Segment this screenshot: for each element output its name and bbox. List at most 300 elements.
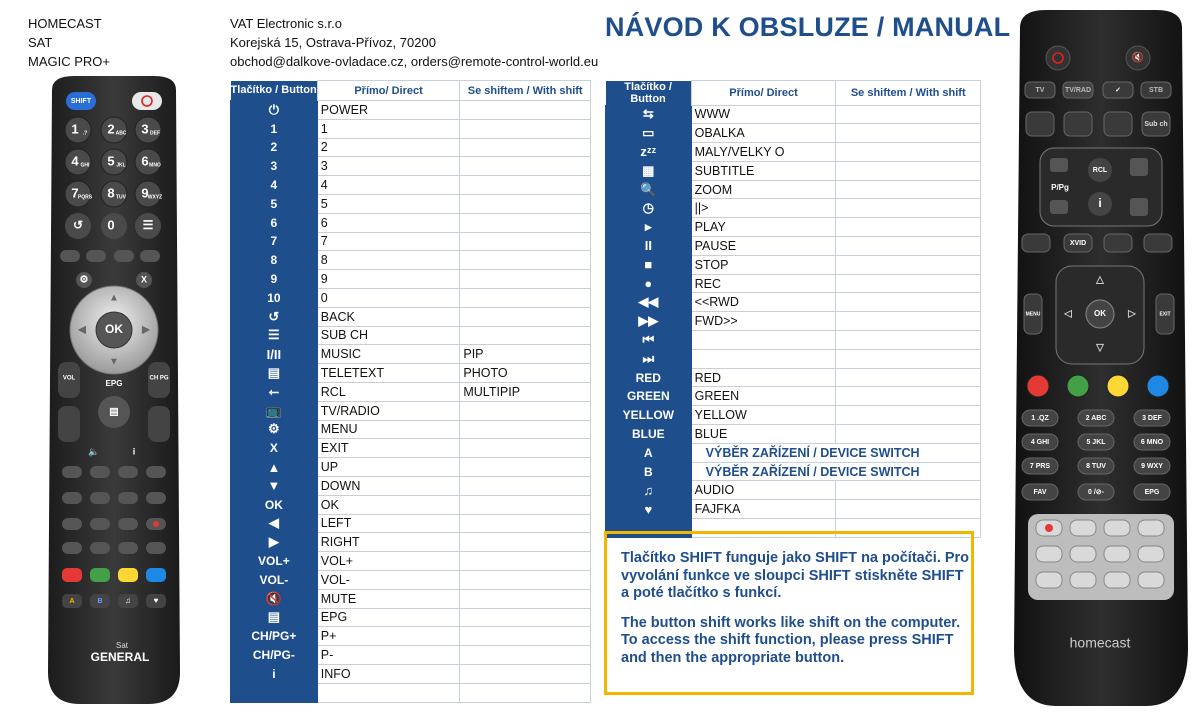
table-row <box>231 439 591 458</box>
button-key-label: VOL- <box>231 570 318 589</box>
up-icon: ▲ <box>231 458 318 477</box>
numeric-key-label: 6 MNO <box>1140 438 1164 446</box>
direct-function: P+ <box>317 627 460 646</box>
shift-function <box>460 194 591 213</box>
direct-function: LEFT <box>317 514 460 533</box>
shift-function <box>836 274 981 293</box>
numeric-key-label: 1 <box>71 121 79 137</box>
direct-function: OBALKA <box>691 124 836 143</box>
media-button[interactable] <box>1070 546 1096 562</box>
col-header-button: Tlačítko / Button <box>231 81 318 101</box>
direct-function: 1 <box>317 119 460 138</box>
media-button[interactable] <box>1036 572 1062 588</box>
music-icon: ♫ <box>125 596 131 606</box>
col-header-shift: Se shiftem / With shift <box>836 81 981 106</box>
function-button[interactable] <box>118 466 138 478</box>
direct-function: 4 <box>317 176 460 195</box>
shift-function <box>836 312 981 331</box>
pause-icon: II <box>606 237 692 256</box>
b-label: B <box>97 597 103 605</box>
shift-function <box>460 420 591 439</box>
shift-function: PHOTO <box>460 364 591 383</box>
ch-down-button[interactable] <box>148 406 170 442</box>
col-header-direct: Přímo/ Direct <box>317 81 460 101</box>
table-row <box>606 425 981 444</box>
table-row <box>231 608 591 627</box>
down-icon: ▼ <box>231 476 318 495</box>
numeric-key-label: 9 <box>141 185 149 201</box>
shift-function <box>460 101 591 120</box>
rcl-label: RCL <box>1092 166 1108 174</box>
col-header-button: Tlačítko / Button <box>606 81 692 106</box>
shift-function <box>836 425 981 444</box>
shift-function: PIP <box>460 345 591 364</box>
rec-icon: ● <box>606 274 692 293</box>
button-key-label: 7 <box>231 232 318 251</box>
media-button[interactable] <box>1138 520 1164 536</box>
media-button[interactable] <box>1070 520 1096 536</box>
table-row <box>606 293 981 312</box>
numeric-key-sub: GHI <box>80 162 90 169</box>
table-row <box>231 364 591 383</box>
shift-function <box>836 180 981 199</box>
top-button-label: TV/RAD <box>1064 86 1092 94</box>
top-button-label: TV <box>1035 86 1045 94</box>
button-key-label: 10 <box>231 288 318 307</box>
table-row <box>231 382 591 401</box>
direct-function: VÝBĚR ZAŘÍZENÍ / DEVICE SWITCH <box>691 443 980 462</box>
button-key-label: i <box>231 664 318 683</box>
button-key-label: 2 <box>231 138 318 157</box>
direct-function: 8 <box>317 251 460 270</box>
epg-label: EPG <box>105 379 123 389</box>
small-function-button[interactable] <box>140 250 160 262</box>
shift-function <box>460 232 591 251</box>
media-button[interactable] <box>118 518 138 530</box>
direct-function: 5 <box>317 194 460 213</box>
audio-mode-icon: I/II <box>231 345 318 364</box>
numeric-key-label: 2 <box>107 121 115 137</box>
heart-icon: ♥ <box>153 596 159 606</box>
shift-function <box>460 401 591 420</box>
mute-icon: 🔈 <box>88 446 100 457</box>
direct-function <box>691 349 836 368</box>
table-row <box>606 500 981 519</box>
table-row <box>231 251 591 270</box>
media-button[interactable] <box>146 542 166 554</box>
numeric-key-label: 3 DEF <box>1142 414 1162 422</box>
ppg-label: P/Pg <box>1051 183 1069 193</box>
play-icon: ▸ <box>606 218 692 237</box>
color-key[interactable] <box>62 568 82 582</box>
table-row <box>606 368 981 387</box>
brand-logo: GENERAL <box>90 650 150 665</box>
shift-label: SHIFT <box>70 97 92 105</box>
table-row <box>606 274 981 293</box>
numeric-key-sub: JKL <box>116 162 126 169</box>
media-button[interactable] <box>118 542 138 554</box>
shift-function <box>460 157 591 176</box>
shift-function <box>460 119 591 138</box>
media-button[interactable] <box>1138 546 1164 562</box>
shift-function <box>836 387 981 406</box>
direct-function: STOP <box>691 255 836 274</box>
shift-function <box>836 105 981 124</box>
note-english: The button shift works like shift on the computer. To access the shift function, please press SHIFT and then the appropriate button. <box>621 614 961 666</box>
table-row <box>231 533 591 552</box>
button-key-label: CH/PG+ <box>231 627 318 646</box>
zero-label: 0 /⊘- <box>1088 488 1104 496</box>
brand-line: SAT <box>28 35 53 50</box>
direct-function: TV/RADIO <box>317 401 460 420</box>
direct-function: MALY/VELKY O <box>691 143 836 162</box>
table-row <box>231 194 591 213</box>
table-row <box>606 481 981 500</box>
table-row <box>606 312 981 331</box>
subtitle-icon: ▦ <box>606 161 692 180</box>
a-label: A <box>69 597 75 605</box>
numeric-key-label: 3 <box>141 121 149 137</box>
function-button[interactable] <box>1144 234 1172 252</box>
shift-function <box>836 500 981 519</box>
numeric-key-label: 0 <box>107 217 115 233</box>
table-row <box>606 143 981 162</box>
epg-icon: ▤ <box>109 406 119 418</box>
table-row <box>231 119 591 138</box>
shift-function <box>836 406 981 425</box>
shift-function <box>836 237 981 256</box>
numeric-key-label: 4 GHI <box>1030 438 1050 446</box>
power-icon: ⏻ <box>231 101 318 120</box>
shift-function <box>836 255 981 274</box>
table-row <box>606 237 981 256</box>
mute-icon: 🔇 <box>1131 52 1145 64</box>
direct-function: UP <box>317 458 460 477</box>
button-table-left <box>230 80 591 703</box>
direct-function: YELLOW <box>691 406 836 425</box>
numeric-key-label: 5 JKL <box>1086 438 1106 446</box>
table-row <box>606 218 981 237</box>
col-header-direct: Přímo/ Direct <box>691 81 836 106</box>
direct-function: RCL <box>317 382 460 401</box>
direct-function: P- <box>317 646 460 665</box>
shift-function <box>460 514 591 533</box>
table-row <box>606 443 981 462</box>
direct-function: WWW <box>691 105 836 124</box>
direct-function: INFO <box>317 664 460 683</box>
function-button[interactable] <box>1104 112 1132 136</box>
table-row <box>606 387 981 406</box>
exit-label: EXIT <box>1159 311 1171 318</box>
mute-icon: 🔇 <box>231 589 318 608</box>
shift-function <box>460 533 591 552</box>
direct-function: REC <box>691 274 836 293</box>
direct-function: VOL- <box>317 570 460 589</box>
company-email: obchod@dalkove-ovladace.cz, orders@remote-control-world.eu <box>230 54 599 69</box>
shift-function <box>460 646 591 665</box>
numeric-key-label: 1 .QZ <box>1031 414 1049 422</box>
table-row <box>231 101 591 120</box>
color-key[interactable] <box>118 568 138 582</box>
shift-function <box>460 307 591 326</box>
vol-label: VOL <box>62 375 76 382</box>
direct-function: MENU <box>317 420 460 439</box>
zoom-icon: 🔍 <box>606 180 692 199</box>
table-row <box>606 199 981 218</box>
table-row <box>231 345 591 364</box>
shift-function <box>460 589 591 608</box>
button-key-label: 8 <box>231 251 318 270</box>
numeric-key-sub: PQRS <box>77 194 93 201</box>
menu-lines-icon: ☰ <box>231 326 318 345</box>
vol-up-button[interactable] <box>1130 158 1148 176</box>
direct-function <box>691 331 836 350</box>
small-function-button[interactable] <box>86 250 106 262</box>
media-button[interactable] <box>62 518 82 530</box>
table-row <box>231 683 591 702</box>
numeric-key-label: 4 <box>71 153 79 169</box>
page-down-button[interactable] <box>1050 200 1068 214</box>
table-row <box>606 331 981 350</box>
table-row <box>231 458 591 477</box>
media-button[interactable] <box>62 542 82 554</box>
table-row <box>231 270 591 289</box>
color-key[interactable] <box>1147 375 1169 397</box>
vol-down-button[interactable] <box>1130 198 1148 216</box>
teletext-icon: ▤ <box>231 364 318 383</box>
direct-function: 3 <box>317 157 460 176</box>
info-icon: i <box>1098 196 1102 211</box>
shift-function <box>460 288 591 307</box>
shift-function <box>836 218 981 237</box>
music-icon: ♫ <box>606 481 692 500</box>
shift-function <box>836 199 981 218</box>
shift-function <box>460 608 591 627</box>
button-key-label: A <box>606 443 692 462</box>
ok-label: OK <box>1094 309 1106 319</box>
button-key-label: GREEN <box>606 387 692 406</box>
button-key-label: B <box>606 462 692 481</box>
table-row <box>231 476 591 495</box>
numeric-key-sub: .? <box>82 130 88 137</box>
direct-function: 6 <box>317 213 460 232</box>
table-row <box>606 180 981 199</box>
right-icon: ▶ <box>231 533 318 552</box>
function-button[interactable] <box>118 492 138 504</box>
button-table-right <box>605 80 981 538</box>
top-button-label: ✓ <box>1115 86 1121 94</box>
company-block <box>230 14 598 71</box>
rec-icon <box>1045 524 1053 532</box>
table-row <box>231 664 591 683</box>
table-row <box>231 176 591 195</box>
numeric-key-sub: ABC <box>115 130 127 137</box>
media-button[interactable] <box>1070 572 1096 588</box>
right-icon: ▷ <box>1128 308 1136 320</box>
left-icon: ◀ <box>231 514 318 533</box>
remote-right-homecast <box>1006 8 1196 710</box>
left-icon: ◁ <box>1064 308 1072 320</box>
epg-icon: ▤ <box>231 608 318 627</box>
numeric-key-label: 5 <box>107 153 115 169</box>
button-key-label: VOL+ <box>231 552 318 571</box>
prev-icon: ⏮ <box>606 331 692 350</box>
direct-function: SUBTITLE <box>691 161 836 180</box>
note-czech: Tlačítko SHIFT funguje jako SHIFT na počítači. Pro vyvolání funkce ve sloupci SHIFT stiskněte SHIFT a poté tlačítko s funkcí. <box>621 550 970 601</box>
direct-function: <<RWD <box>691 293 836 312</box>
button-key-label: CH/PG- <box>231 646 318 665</box>
clock-icon: ◷ <box>606 199 692 218</box>
menu-label: MENU <box>1025 311 1041 318</box>
numeric-key-label: 7 <box>71 185 79 201</box>
direct-function: GREEN <box>691 387 836 406</box>
shift-function <box>460 552 591 571</box>
button-key-label: 4 <box>231 176 318 195</box>
function-button[interactable] <box>146 492 166 504</box>
sleep-icon: zᶻᶻ <box>606 143 692 162</box>
fav-label: FAV <box>1033 488 1047 496</box>
numeric-key-label: 6 <box>141 153 149 169</box>
next-icon: ⏭ <box>606 349 692 368</box>
shift-function <box>836 124 981 143</box>
power-button[interactable] <box>1046 46 1070 70</box>
numeric-key-sub: DEF <box>150 130 160 137</box>
table-row <box>606 255 981 274</box>
small-function-button[interactable] <box>60 250 80 262</box>
media-button[interactable] <box>1036 546 1062 562</box>
media-button[interactable] <box>1104 546 1130 562</box>
back-icon: ↺ <box>231 307 318 326</box>
brand-logo: homecast <box>1069 634 1131 651</box>
heart-icon: ♥ <box>606 500 692 519</box>
color-key[interactable] <box>1067 375 1089 397</box>
shift-function <box>460 176 591 195</box>
direct-function: TELETEXT <box>317 364 460 383</box>
company-name: VAT Electronic s.r.o <box>230 16 342 31</box>
shift-function <box>460 213 591 232</box>
company-address: Korejská 15, Ostrava-Přívoz, 70200 <box>230 35 436 50</box>
table-row <box>231 288 591 307</box>
color-key[interactable] <box>1107 375 1129 397</box>
vol-down-button[interactable] <box>58 406 80 442</box>
direct-function: BLUE <box>691 425 836 444</box>
function-button[interactable] <box>62 492 82 504</box>
direct-function: ||> <box>691 199 836 218</box>
shift-function <box>460 439 591 458</box>
sub-ch-label: Sub ch <box>1144 120 1168 128</box>
media-button[interactable] <box>90 518 110 530</box>
table-row <box>231 213 591 232</box>
table-row <box>606 406 981 425</box>
page-up-button[interactable] <box>1050 158 1068 172</box>
usb-icon: ⭠ <box>231 382 318 401</box>
brand-sub: Sat <box>115 641 129 651</box>
button-key-label: 5 <box>231 194 318 213</box>
direct-function: RED <box>691 368 836 387</box>
table-row <box>231 570 591 589</box>
direct-function: ZOOM <box>691 180 836 199</box>
shift-function <box>836 481 981 500</box>
tv-radio-icon: 📺 <box>231 401 318 420</box>
up-icon: △ <box>1096 274 1104 286</box>
function-button[interactable] <box>1022 234 1050 252</box>
gear-icon: ⚙ <box>231 420 318 439</box>
table-row <box>231 514 591 533</box>
brand-line: MAGIC PRO+ <box>28 54 110 69</box>
direct-function: 2 <box>317 138 460 157</box>
function-button[interactable] <box>90 492 110 504</box>
shift-function <box>460 664 591 683</box>
function-button[interactable] <box>62 466 82 478</box>
direct-function: SUB CH <box>317 326 460 345</box>
shift-function <box>836 293 981 312</box>
function-button[interactable] <box>90 466 110 478</box>
color-key[interactable] <box>1027 375 1049 397</box>
button-key-label: 9 <box>231 270 318 289</box>
top-button-label: STB <box>1149 86 1163 94</box>
function-button[interactable] <box>1104 234 1132 252</box>
shift-function <box>836 349 981 368</box>
shift-function <box>460 495 591 514</box>
button-key-label: YELLOW <box>606 406 692 425</box>
media-button[interactable] <box>1138 572 1164 588</box>
table-row <box>231 552 591 571</box>
numeric-key-sub: MNO <box>149 162 161 169</box>
page-title: NÁVOD K OBSLUZE / MANUAL <box>605 12 1011 42</box>
shift-function <box>460 458 591 477</box>
info-label: i <box>132 446 136 457</box>
button-key-label: 1 <box>231 119 318 138</box>
shift-function <box>836 143 981 162</box>
table-row <box>231 627 591 646</box>
media-button[interactable] <box>1104 572 1130 588</box>
numeric-key-sub: TUV <box>116 194 126 201</box>
color-key[interactable] <box>146 568 166 582</box>
table-row <box>231 232 591 251</box>
direct-function: DOWN <box>317 476 460 495</box>
shift-function <box>460 627 591 646</box>
direct-function: FAJFKA <box>691 500 836 519</box>
function-button[interactable] <box>1064 112 1092 136</box>
brand-line: HOMECAST <box>28 16 102 31</box>
table-row <box>231 138 591 157</box>
media-button[interactable] <box>1104 520 1130 536</box>
www-icon: ⇆ <box>606 105 692 124</box>
numeric-key-label: 8 TUV <box>1086 462 1106 470</box>
function-button[interactable] <box>1026 112 1054 136</box>
power-button[interactable] <box>132 92 162 110</box>
menu-lines-icon: ☰ <box>142 218 154 233</box>
direct-function: RIGHT <box>317 533 460 552</box>
function-button[interactable] <box>146 466 166 478</box>
direct-function: MUTE <box>317 589 460 608</box>
right-icon: ▶ <box>142 324 150 336</box>
small-function-button[interactable] <box>114 250 134 262</box>
col-header-shift: Se shiftem / With shift <box>460 81 591 101</box>
table-row <box>231 157 591 176</box>
direct-function: EPG <box>317 608 460 627</box>
numeric-key-label: 9 WXY <box>1141 462 1163 470</box>
epg-label: EPG <box>1144 488 1160 496</box>
table-row <box>606 349 981 368</box>
color-key[interactable] <box>90 568 110 582</box>
numeric-key-label: 2 ABC <box>1085 414 1107 422</box>
direct-function: VÝBĚR ZAŘÍZENÍ / DEVICE SWITCH <box>691 462 980 481</box>
exit-label: X <box>140 274 148 285</box>
direct-function: POWER <box>317 101 460 120</box>
media-button[interactable] <box>90 542 110 554</box>
direct-function: EXIT <box>317 439 460 458</box>
